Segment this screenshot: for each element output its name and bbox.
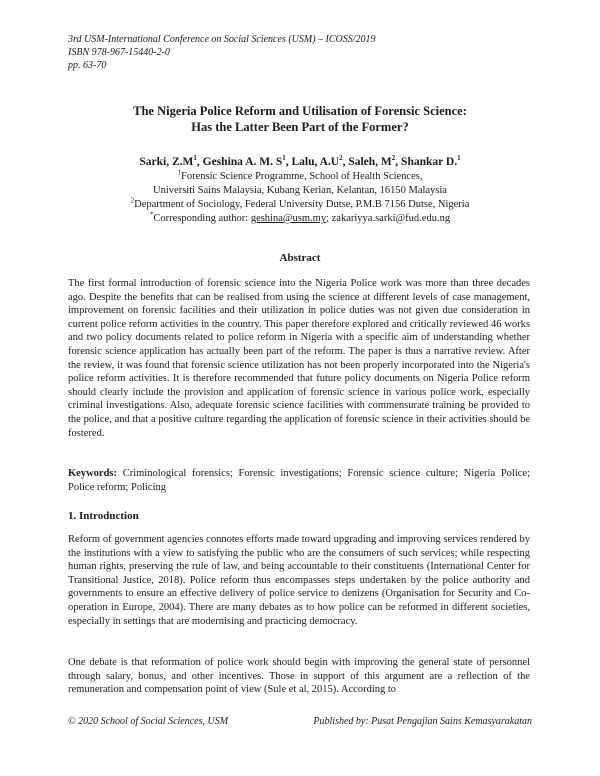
section-heading-introduction: 1. Introduction (68, 510, 139, 522)
paper-title (0, 103, 600, 135)
author-affil-mark: 1 (193, 154, 197, 163)
corresponding-author (0, 212, 600, 226)
footer-publisher: Published by: Pusat Pengajian Sains Kemasyarakatan (313, 716, 532, 727)
corr-mark: * (149, 210, 154, 219)
keywords (68, 467, 530, 494)
affiliation-2-line: Department of Sociology, Federal University Dutse, P.M.B 7156 Dutse, Nigeria (134, 199, 470, 210)
corr-prefix: Corresponding author: (153, 213, 251, 224)
email-link[interactable]: geshina@usm.my (250, 213, 327, 224)
conference-header (68, 33, 376, 72)
affiliations (0, 170, 600, 226)
affiliation-2 (0, 198, 600, 212)
title-line-2: Has the Latter Been Part of the Former? (191, 120, 409, 134)
keywords-text: Criminological forensics; Forensic investigations; Forensic science culture; Nigeria Police; Police reform; Policing (68, 468, 530, 493)
isbn: ISBN 978-967-15440-2-0 (68, 47, 170, 58)
author-affil-mark: 2 (339, 154, 343, 163)
conference-name: 3rd USM-International Conference on Social Sciences (USM) – ICOSS/2019 (68, 34, 376, 45)
abstract-heading: Abstract (279, 252, 321, 264)
footer-copyright: © 2020 School of Social Sciences, USM (68, 716, 229, 727)
affiliation-1 (0, 170, 600, 184)
author-affil-mark: 2 (391, 154, 396, 163)
title-line-1: The Nigeria Police Reform and Utilisation of Forensic Science: (133, 104, 467, 118)
affil-mark: 1 (177, 168, 182, 177)
intro-paragraph-2: One debate is that reformation of police work should begin with improving the general state of personnel through salary, bonus, and other incentives. Those in support of this argument are a reflection of the remuneration and compensation point of view (Sule et al, 2015). According to (68, 657, 530, 696)
author-name: Lalu, A.U (291, 156, 340, 168)
author-name: Shankar D. (401, 156, 458, 168)
affiliation-1-line-2: Universiti Sains Malaysia, Kubang Kerian, Kelantan, 16150 Malaysia (153, 185, 447, 196)
affiliation-1-line-1: Forensic Science Programme, School of Health Sciences, (181, 171, 423, 182)
author-affil-mark: 1 (282, 154, 286, 163)
page-range: pp. 63-70 (68, 60, 107, 71)
abstract-text: The first formal introduction of forensic science into the Nigeria Police work was more than three decades ago. Despite the benefits that can be realised from using the science at different levels of case management, improvement on forensic facilities and their utilization in police duties was not given due consideration in current police reform activities in the country. This paper therefore explored and critically reviewed 46 works and two policy documents related to police reform in Nigeria with a specific aim of understanding whether forensic science application has actually been part of the reform. The paper is thus a narrative review. After the review, it was found that forensic science utilization has not been properly incorporated into the Nigeria's police reform activities. It is therefore recommended that future policy documents on Nigeria Police reform should clearly include the provision and application of forensic science in various police work, especially criminal investigations. Also, adequate forensic science facilities with commensurate training be provided to the police, and that a positive culture regarding the application of forensic science in their activities should be fostered. (68, 278, 530, 439)
affil-mark: 2 (130, 196, 135, 205)
author-affil-mark: 1 (457, 154, 461, 163)
author-name: Sarki, Z.M (139, 156, 194, 168)
intro-paragraph-1: Reform of government agencies connotes efforts made toward upgrading and improving services rendered by the institutions with a view to satisfying the public who are the consumers of such services; while respecting human rights, preserving the rule of law, and being accountable to their constituents (International Center for Transitional Justice, 2018). Police reform thus encompasses steps undertaken by the police authority and governments to ensure an effective delivery of police service to denizens (Organisation for Security and Co-operation in Europe, 2004). There are many debates as to how police can be reformed in different societies, especially in settings that are modernising and practicing democracy. (68, 534, 530, 627)
author-list: Sarki, $Z.M^1$, Geshina A. M. $S^1$, Lalu, $A.U^2$, Saleh, $M^2$, Shankar D.$^1$ (139, 154, 461, 168)
author-name: Saleh, M (348, 156, 392, 168)
email-secondary: ; zakariyya.sarki@fud.edu.ng (326, 213, 451, 224)
author-name: Geshina A. M. S (202, 156, 283, 168)
keywords-label: Keywords: (68, 468, 117, 479)
